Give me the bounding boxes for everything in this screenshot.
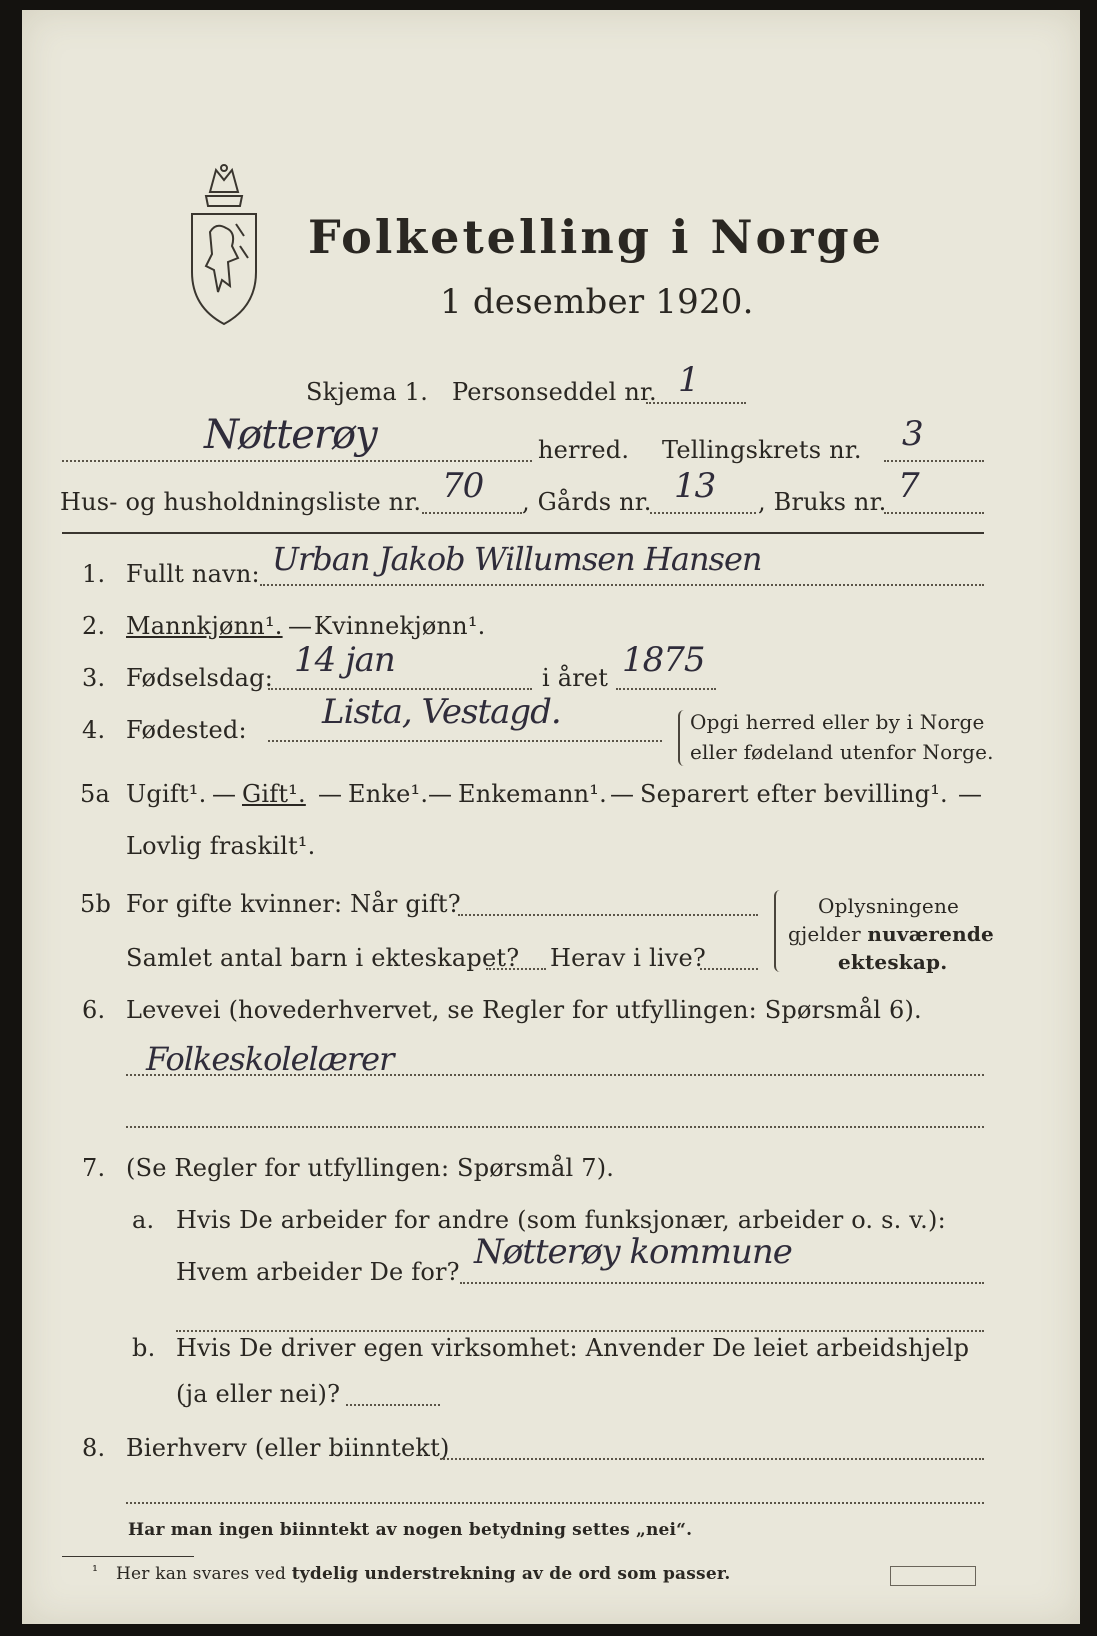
q6-label: Levevei (hovederhvervet, se Regler for utfyllingen: Spørsmål 6). <box>126 996 922 1024</box>
q5b-children-label: Samlet antal barn i ekteskapet? <box>126 944 520 972</box>
footnote-mark: ¹ <box>92 1562 99 1580</box>
q8-label: Bierhverv (eller biinntekt) <box>126 1434 450 1462</box>
q5b-when-line <box>458 914 758 916</box>
printer-stamp <box>890 1566 976 1586</box>
footnote-divider <box>62 1556 194 1557</box>
herred-label: herred. <box>538 436 630 464</box>
personseddel-value: 1 <box>678 360 699 400</box>
tellingskrets-line <box>884 460 984 462</box>
q3-year-label: i året <box>542 664 609 692</box>
q3-day-value: 14 jan <box>294 640 395 680</box>
q8-number: 8. <box>82 1434 106 1462</box>
norway-coat-of-arms-icon <box>182 162 266 328</box>
q1-value: Urban Jakob Willumsen Hansen <box>272 540 762 578</box>
q4-note-line1: Opgi herred eller by i Norge <box>690 710 985 734</box>
q5b-label: For gifte kvinner: Når gift? <box>126 890 461 918</box>
q5b-note-line2: gjelder nuværende <box>788 922 994 946</box>
q2-number: 2. <box>82 612 106 640</box>
q1-line <box>260 584 984 586</box>
schema-label: Skjema 1. <box>306 378 429 406</box>
q5a-dash-2: — <box>318 780 343 808</box>
q5a-separert: Separert efter bevilling¹. <box>640 780 948 808</box>
q4-value: Lista, Vestagd. <box>322 692 561 732</box>
q2-separator: — <box>288 612 313 640</box>
q5a-dash-5: — <box>958 780 983 808</box>
q7a-value: Nøtterøy kommune <box>474 1232 792 1272</box>
q5a-dash-4: — <box>610 780 635 808</box>
q3-year-value: 1875 <box>622 640 705 680</box>
q1-number: 1. <box>82 560 106 588</box>
q7b-marker: b. <box>132 1334 156 1362</box>
census-form-sheet <box>22 10 1080 1624</box>
personseddel-line <box>646 402 746 404</box>
q5b-children-line <box>486 968 546 970</box>
husliste-label: Hus- og husholdningsliste nr. <box>60 488 422 516</box>
form-date: 1 desember 1920. <box>440 282 754 322</box>
q5a-enke: Enke¹. <box>348 780 429 808</box>
q7a-label: Hvis De arbeider for andre (som funksjonær, arbeider o. s. v.): <box>176 1206 946 1234</box>
q3-year-line <box>616 688 716 690</box>
q6-number: 6. <box>82 996 106 1024</box>
husliste-value: 70 <box>442 466 484 506</box>
q7b-line <box>346 1404 440 1406</box>
q5a-dash-1: — <box>212 780 237 808</box>
q7b-question: (ja eller nei)? <box>176 1380 341 1408</box>
q7a-marker: a. <box>132 1206 155 1234</box>
q5b-note-brace <box>774 890 782 972</box>
q7-label: (Se Regler for utfyllingen: Spørsmål 7). <box>126 1154 615 1182</box>
bruks-value: 7 <box>898 466 919 506</box>
q5a-ugift: Ugift¹. <box>126 780 207 808</box>
q5b-note-line3: ekteskap. <box>838 950 948 974</box>
q3-day-line <box>268 688 532 690</box>
q4-note-line2: eller fødeland utenfor Norge. <box>690 740 994 764</box>
q2-male-option: Mannkjønn¹. <box>126 612 283 640</box>
q5b-alive-line <box>700 968 758 970</box>
q5a-fraskilt: Lovlig fraskilt¹. <box>126 832 316 860</box>
nei-instruction: Har man ingen biinntekt av nogen betydning settes „nei“. <box>128 1520 693 1540</box>
bruks-line <box>884 512 984 514</box>
q1-label: Fullt navn: <box>126 560 260 588</box>
q2-female-option: Kvinnekjønn¹. <box>314 612 486 640</box>
q4-note-brace <box>678 710 686 766</box>
q5a-enkemann: Enkemann¹. <box>458 780 607 808</box>
q4-line <box>268 740 662 742</box>
q7-number: 7. <box>82 1154 106 1182</box>
herred-line <box>62 460 532 462</box>
personseddel-label: Personseddel nr. <box>452 378 657 406</box>
tellingskrets-label: Tellingskrets nr. <box>662 436 862 464</box>
q5b-note-line1: Oplysningene <box>818 894 960 918</box>
q7b-label: Hvis De driver egen virksomhet: Anvender De leiet arbeidshjelp <box>176 1334 970 1362</box>
q6-line-2 <box>126 1126 984 1128</box>
form-title: Folketelling i Norge <box>308 210 884 264</box>
q7a-question: Hvem arbeider De for? <box>176 1258 460 1286</box>
q5b-number: 5b <box>80 890 112 918</box>
q4-number: 4. <box>82 716 106 744</box>
q5b-alive-label: Herav i live? <box>550 944 706 972</box>
husliste-line <box>422 512 522 514</box>
q7a-line <box>460 1282 984 1284</box>
gards-line <box>650 512 756 514</box>
q3-number: 3. <box>82 664 106 692</box>
q6-line-1 <box>126 1074 984 1076</box>
herred-value: Nøtterøy <box>204 412 377 458</box>
gards-label: , Gårds nr. <box>522 488 652 516</box>
footnote-text: Her kan svares ved tydelig understrekning av de ord som passer. <box>116 1564 731 1584</box>
q6-value: Folkeskolelærer <box>146 1040 394 1078</box>
q5a-dash-3: — <box>428 780 453 808</box>
q8-line-2 <box>126 1502 984 1504</box>
q8-line <box>440 1458 984 1460</box>
q7a-line-2 <box>176 1330 984 1332</box>
header-divider <box>62 532 984 534</box>
q5a-number: 5a <box>80 780 110 808</box>
q3-label: Fødselsdag: <box>126 664 273 692</box>
gards-value: 13 <box>674 466 716 506</box>
q5a-gift: Gift¹. <box>242 780 306 808</box>
tellingskrets-value: 3 <box>902 414 923 454</box>
q4-label: Fødested: <box>126 716 247 744</box>
bruks-label: , Bruks nr. <box>758 488 887 516</box>
